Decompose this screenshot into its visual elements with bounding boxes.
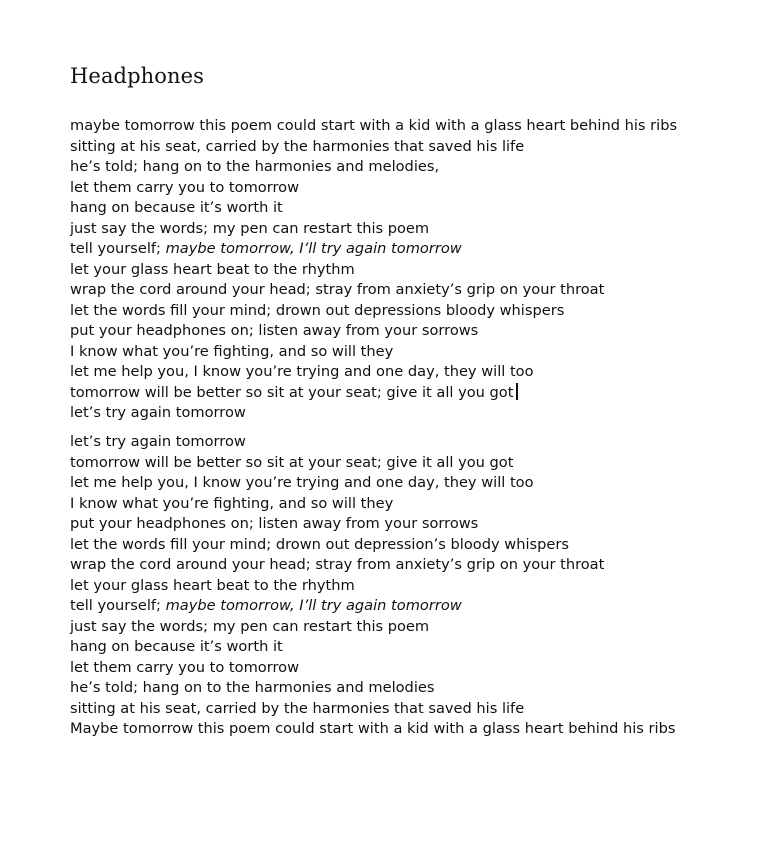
poem-line-italic-text: maybe tomorrow, I’ll try again tomorrow [165,240,462,257]
poem-line[interactable] [70,637,720,658]
poem-line-text: maybe tomorrow this poem could start with a kid with a glass heart behind his ribs [70,117,678,134]
poem-line[interactable] [70,280,720,301]
poem-line-text: let’s try again tomorrow [70,433,246,450]
poem-line[interactable] [70,432,720,453]
poem-line-text: hang on because it’s worth it [70,638,283,655]
poem-line-text: let’s try again tomorrow [70,404,246,421]
poem-line[interactable] [70,555,720,576]
poem-line[interactable] [70,403,720,424]
poem-line[interactable] [70,137,720,158]
poem-line[interactable] [70,617,720,638]
poem-line-text: tell yourself; [70,597,166,614]
poem-line-text: let your glass heart beat to the rhythm [70,260,355,278]
poem-line[interactable] [70,362,720,383]
poem-line-text: he’s told; hang on to the harmonies and melodies [70,679,435,696]
poem-line-text: let them carry you to tomorrow [70,658,300,676]
poem-line-text: sitting at his seat, carried by the harmonies that saved his life [70,137,525,155]
poem-line-text: wrap the cord around your head; stray from anxiety’s grip on your throat [70,281,605,298]
poem-line[interactable] [70,678,720,699]
poem-line-text: just say the words; my pen can restart this poem [70,219,430,237]
poem-line[interactable] [70,321,720,342]
poem-line[interactable] [70,260,720,281]
poem-line[interactable] [70,596,720,617]
poem-line-text: sitting at his seat, carried by the harmonies that saved his life [70,699,525,717]
poem-line[interactable] [70,198,720,219]
poem-line[interactable] [70,494,720,515]
poem-line[interactable] [70,453,720,474]
document-body[interactable] [70,60,720,740]
poem-line-text: put your headphones on; listen away from your sorrows [70,515,479,532]
poem-line-text: let me help you, I know you’re trying and one day, they will too [70,474,534,491]
poem-line-text: I know what you’re fighting, and so will they [70,342,394,360]
poem-line-text: tell yourself; [70,240,166,257]
poem-line-text: let me help you, I know you’re trying and one day, they will too [70,363,534,380]
document-title[interactable]: Headphones [70,64,205,88]
poem-line[interactable] [70,157,720,178]
poem-line-text: just say the words; my pen can restart this poem [70,617,430,635]
poem-line-text: tomorrow will be better so sit at your seat; give it all you got [70,383,514,401]
poem-line-text: Maybe tomorrow this poem could start with a kid with a glass heart behind his ribs [70,720,676,737]
stanza [70,116,720,424]
poem-line[interactable] [70,301,720,322]
poem-line-italic-text: maybe tomorrow, I’ll try again tomorrow [165,597,462,614]
poem-line-text: he’s told; hang on to the harmonies and melodies, [70,158,440,175]
poem [70,116,720,740]
poem-line-text: wrap the cord around your head; stray from anxiety’s grip on your throat [70,556,605,573]
poem-line-text: tomorrow will be better so sit at your seat; give it all you got [70,453,514,471]
poem-line[interactable] [70,514,720,535]
text-cursor [516,383,518,400]
poem-line[interactable] [70,383,720,404]
poem-line[interactable] [70,239,720,260]
poem-line[interactable] [70,473,720,494]
poem-line[interactable] [70,116,720,137]
poem-line-text: let them carry you to tomorrow [70,178,300,196]
poem-line[interactable] [70,219,720,240]
poem-line[interactable] [70,535,720,556]
poem-line-text: let the words fill your mind; drown out depression’s bloody whispers [70,535,569,553]
poem-line-text: let the words fill your mind; drown out depressions bloody whispers [70,301,565,319]
poem-line[interactable] [70,719,720,740]
poem-line-text: hang on because it’s worth it [70,199,283,216]
poem-line[interactable] [70,658,720,679]
poem-line-text: I know what you’re fighting, and so will they [70,494,394,512]
poem-line-text: let your glass heart beat to the rhythm [70,576,355,594]
poem-line[interactable] [70,699,720,720]
poem-line-text: put your headphones on; listen away from your sorrows [70,322,479,339]
poem-line[interactable] [70,178,720,199]
stanza [70,432,720,740]
poem-line[interactable] [70,342,720,363]
poem-line[interactable] [70,576,720,597]
